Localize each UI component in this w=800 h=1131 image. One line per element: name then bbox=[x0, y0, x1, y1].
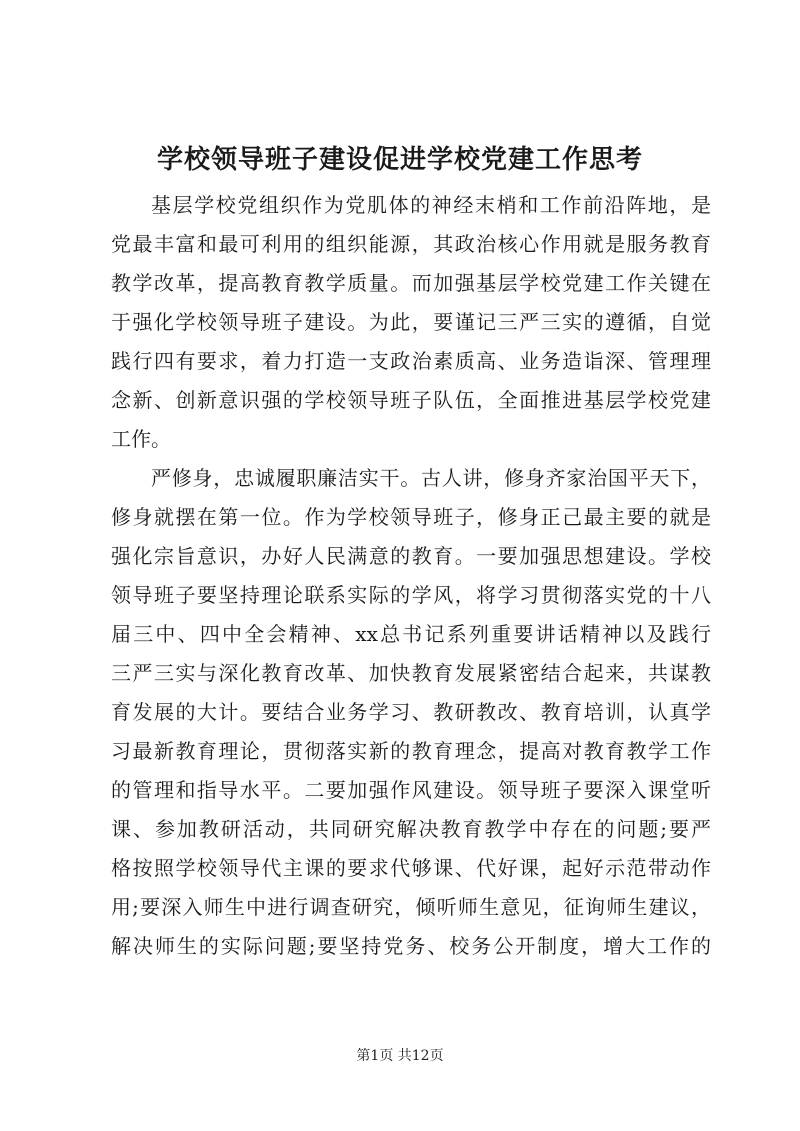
paragraph-line: 习最新教育理论，贯彻落实新的教育理念，提高对教育教学工作 bbox=[111, 739, 711, 763]
document-body bbox=[111, 186, 711, 966]
paragraph-line: 课、参加教研活动，共同研究解决教育教学中存在的问题;要严 bbox=[111, 817, 711, 841]
paragraph-line: 格按照学校领导代主课的要求代够课、代好课，起好示范带动作 bbox=[111, 856, 711, 880]
paragraph-line: 强化宗旨意识，办好人民满意的教育。一要加强思想建设。学校 bbox=[111, 544, 711, 568]
paragraph-line: 党最丰富和最可利用的组织能源，其政治核心作用就是服务教育 bbox=[111, 232, 711, 256]
paragraph-line: 用;要深入师生中进行调查研究，倾听师生意见，征询师生建议， bbox=[111, 895, 711, 919]
paragraph-line: 修身就摆在第一位。作为学校领导班子，修身正己最主要的就是 bbox=[111, 505, 711, 529]
paragraph-line: 届三中、四中全会精神、xx总书记系列重要讲话精神以及践行 bbox=[111, 622, 711, 646]
paragraph-line: 解决师生的实际问题;要坚持党务、校务公开制度，增大工作的 bbox=[111, 934, 711, 958]
paragraph-line: 基层学校党组织作为党肌体的神经末梢和工作前沿阵地，是 bbox=[151, 193, 711, 217]
page-number: 第1页 共12页 bbox=[356, 1048, 444, 1064]
paragraph-line: 的管理和指导水平。二要加强作风建设。领导班子要深入课堂听 bbox=[111, 778, 711, 802]
paragraph-line: 教学改革，提高教育教学质量。而加强基层学校党建工作关键在 bbox=[111, 271, 711, 295]
document-title: 学校领导班子建设促进学校党建工作思考 bbox=[156, 145, 643, 175]
paragraph-line: 工作。 bbox=[111, 427, 171, 451]
paragraph-line: 于强化学校领导班子建设。为此，要谨记三严三实的遵循，自觉 bbox=[111, 310, 711, 334]
paragraph-line: 严修身，忠诚履职廉洁实干。古人讲，修身齐家治国平天下， bbox=[151, 466, 711, 490]
paragraph-line: 领导班子要坚持理论联系实际的学风，将学习贯彻落实党的十八 bbox=[111, 583, 711, 607]
paragraph-line: 三严三实与深化教育改革、加快教育发展紧密结合起来，共谋教 bbox=[111, 661, 711, 685]
paragraph-1 bbox=[111, 186, 711, 459]
paragraph-line: 育发展的大计。要结合业务学习、教研教改、教育培训，认真学 bbox=[111, 700, 711, 724]
paragraph-line: 念新、创新意识强的学校领导班子队伍，全面推进基层学校党建 bbox=[111, 388, 711, 412]
paragraph-line: 践行四有要求，着力打造一支政治素质高、业务造诣深、管理理 bbox=[111, 349, 711, 373]
paragraph-2 bbox=[111, 459, 711, 966]
